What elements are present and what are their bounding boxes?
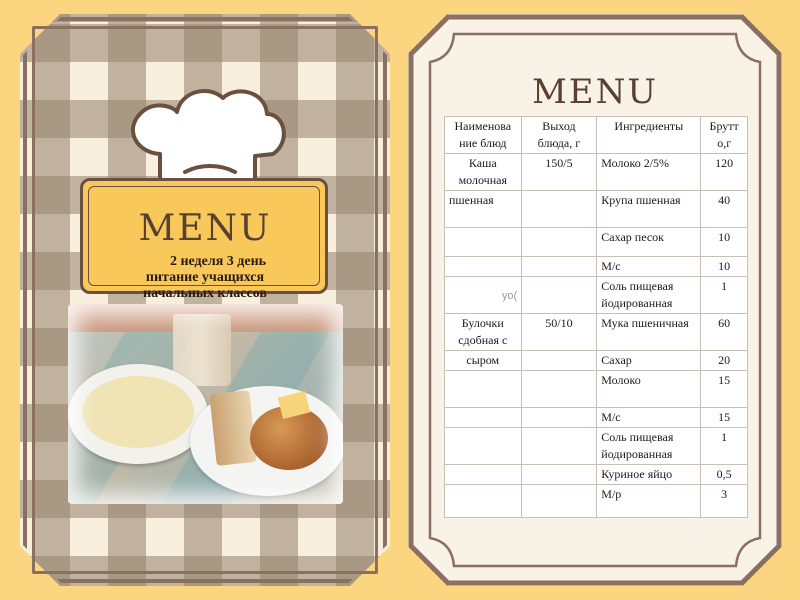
cell-ingredient: М/с (597, 257, 701, 277)
header-brutto: Брутт о,г (701, 117, 748, 154)
cell-name (445, 408, 522, 428)
cell-brutto: 10 (701, 228, 748, 257)
cell-ingredient: Крупа пшенная (597, 191, 701, 228)
left-menu-title: MENU (138, 208, 272, 249)
cell-name (445, 428, 522, 465)
cell-ingredient: М/р (597, 485, 701, 518)
cell-name (445, 371, 522, 408)
cell-brutto: 3 (701, 485, 748, 518)
cell-brutto: 120 (701, 154, 748, 191)
table-row (445, 428, 748, 465)
cell-brutto: 15 (701, 408, 748, 428)
cell-brutto: 0,5 (701, 465, 748, 485)
table-row (445, 314, 748, 351)
table-row (445, 465, 748, 485)
cell-ingredient: Сахар (597, 351, 701, 371)
right-menu-card (408, 14, 782, 586)
cell-output (521, 351, 597, 371)
table-row (445, 371, 748, 408)
cell-output (521, 191, 597, 228)
menu-table (444, 116, 748, 518)
table-header-row (445, 117, 748, 154)
cell-ingredient: Молоко (597, 371, 701, 408)
table-row (445, 277, 748, 314)
cell-brutto: 1 (701, 428, 748, 465)
cell-name (445, 257, 522, 277)
cell-name (445, 485, 522, 518)
header-output: Выход блюда, г (521, 117, 597, 154)
cell-output (521, 428, 597, 465)
audience-line-2: начальных классов (143, 286, 267, 301)
cell-ingredient: Соль пищевая йодированная (597, 277, 701, 314)
cell-ingredient: Молоко 2/5% (597, 154, 701, 191)
cell-name: пшенная (445, 191, 522, 228)
meal-photo (68, 304, 343, 504)
cell-ingredient: М/с (597, 408, 701, 428)
cell-output (521, 408, 597, 428)
cell-name: сыром (445, 351, 522, 371)
cell-output (521, 371, 597, 408)
table-row (445, 257, 748, 277)
left-menu-card (20, 14, 390, 586)
header-dish-name: Наименова ние блюд (445, 117, 522, 154)
cell-output (521, 277, 597, 314)
cell-ingredient: Мука пшеничная (597, 314, 701, 351)
cell-output: 50/10 (521, 314, 597, 351)
cell-brutto: 60 (701, 314, 748, 351)
cell-brutto: 40 (701, 191, 748, 228)
header-ingredients: Ингредиенты (597, 117, 701, 154)
cell-output: 150/5 (521, 154, 597, 191)
cell-brutto: 20 (701, 351, 748, 371)
cell-output (521, 485, 597, 518)
cell-name (445, 465, 522, 485)
cell-ingredient: Соль пищевая йодированная (597, 428, 701, 465)
cell-brutto: 15 (701, 371, 748, 408)
cell-ingredient: Куриное яйцо (597, 465, 701, 485)
cell-output (521, 228, 597, 257)
table-row (445, 228, 748, 257)
table-row (445, 485, 748, 518)
right-menu-title: MENU (531, 72, 659, 112)
photo-vignette (68, 304, 343, 504)
cell-output (521, 465, 597, 485)
cell-ingredient: Сахар песок (597, 228, 701, 257)
cell-name: Каша молочная (445, 154, 522, 191)
faint-artifact-text: уо( (502, 290, 518, 302)
table-row (445, 154, 748, 191)
table-row (445, 408, 748, 428)
table-row (445, 351, 748, 371)
table-row (445, 191, 748, 228)
audience-line-1: питание учащихся (145, 270, 265, 285)
cell-output (521, 257, 597, 277)
cell-brutto: 10 (701, 257, 748, 277)
cell-brutto: 1 (701, 277, 748, 314)
cell-name (445, 228, 522, 257)
cell-name: Булочки сдобная с (445, 314, 522, 351)
week-day-label: 2 неделя 3 день (169, 254, 267, 269)
